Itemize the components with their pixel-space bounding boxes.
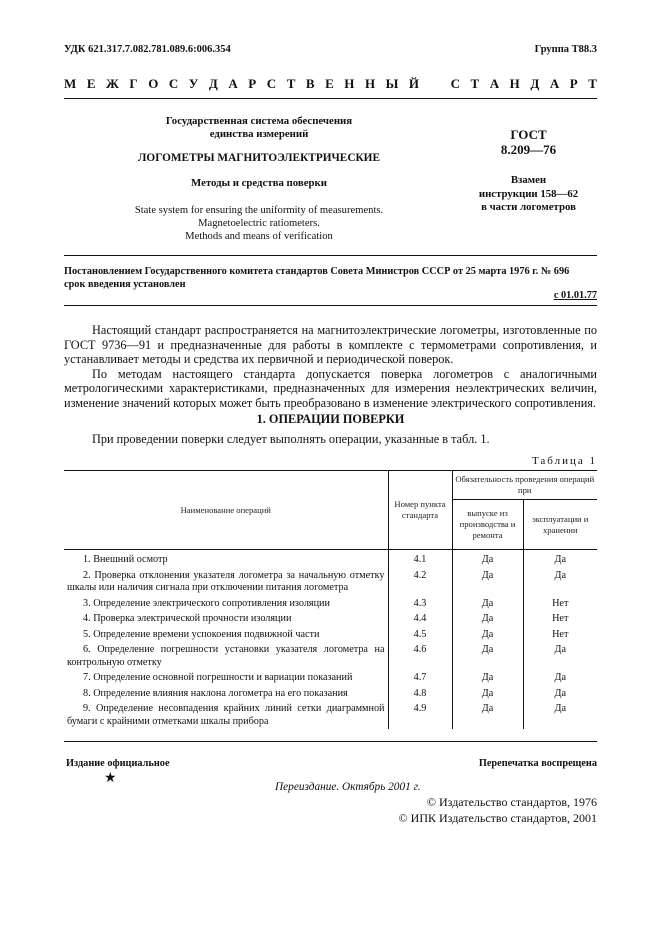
operation-cell: Да [523, 701, 597, 729]
release-cell: Да [452, 642, 523, 670]
operation-cell: Да [523, 686, 597, 702]
replaces-line-2: инструкции 158—62 [478, 187, 579, 200]
intro-paragraph-1: Настоящий стандарт распространяется на магнитоэлектрические логометры, изготовленные по ГОСТ 9736—91 и предназначенные для работы в комплекте с термометрами сопротивления, и устанавливает методы и средства их первичной и периодической поверок. [64, 323, 597, 366]
clause-number-cell: 4.8 [388, 686, 452, 702]
operation-name-cell: 9. Определение несовпадения крайних линий сетки диаграммной бумаги с крайними отметками шкалы прибора [67, 703, 385, 727]
banner-letter: Ж [106, 76, 119, 91]
banner-letter: Е [325, 76, 334, 91]
gost-designation [460, 127, 597, 157]
english-line-3: Methods and means of verification [185, 231, 333, 242]
release-cell: Да [452, 550, 523, 568]
banner-letter: Н [364, 76, 376, 91]
table-row [64, 611, 597, 627]
header-release-repair: выпуске из производства и ремонта [452, 500, 523, 550]
english-line-1: State system for ensuring the uniformity of measurements. [134, 205, 384, 216]
release-cell: Да [452, 611, 523, 627]
table-caption: Таблица 1 [531, 455, 597, 467]
banner-letter: Г [129, 76, 138, 91]
reprint-prohibited: Перепечатка воспрещена [478, 758, 597, 769]
banner-letter: Д [208, 76, 218, 91]
standard-kind-banner [64, 76, 597, 92]
system-name [64, 115, 454, 141]
group-code: Группа Т88.3 [534, 44, 597, 55]
operation-cell: Нет [523, 611, 597, 627]
release-cell: Да [452, 701, 523, 729]
clause-number-cell: 4.4 [388, 611, 452, 627]
banner-letter: Д [530, 76, 540, 91]
table-bottom-rule [64, 741, 597, 742]
table-row [64, 670, 597, 686]
section-heading: 1. ОПЕРАЦИИ ПОВЕРКИ [256, 412, 405, 426]
copyright-block [399, 795, 597, 826]
header-mandatory-group: Обязательность проведения операций при [452, 471, 597, 500]
decree-divider [64, 305, 597, 306]
clause-number-cell: 4.6 [388, 642, 452, 670]
clause-number-cell: 4.5 [388, 627, 452, 643]
official-edition: Издание официальное [66, 758, 170, 769]
copyright-2001: © ИПК Издательство стандартов, 2001 [398, 810, 597, 825]
banner-letter: Н [509, 76, 520, 91]
header-divider [64, 98, 597, 99]
clause-number-cell: 4.7 [388, 670, 452, 686]
table-row [64, 596, 597, 612]
english-title [64, 204, 454, 243]
release-cell: Да [452, 568, 523, 596]
gost-label: ГОСТ [510, 127, 547, 142]
header-operation-name: Наименование операций [64, 471, 388, 550]
release-cell: Да [452, 686, 523, 702]
table-row [64, 627, 597, 643]
system-line-1: Государственная система обеспечения [165, 115, 353, 127]
star-mark: ★ [104, 771, 117, 786]
effective-date: с 01.01.77 [553, 290, 597, 301]
table-row [64, 701, 597, 729]
operation-cell: Нет [523, 596, 597, 612]
operation-name-cell: 5. Определение времени успокоения подвижной части [83, 628, 320, 640]
banner-letter: С [450, 76, 461, 91]
intro-section [64, 323, 597, 410]
release-cell: Да [452, 596, 523, 612]
operation-name-cell: 3. Определение электрического сопротивления изоляции [83, 597, 330, 609]
banner-letter: М [64, 76, 77, 91]
banner-letter: Ы [385, 76, 399, 91]
banner-letter: А [228, 76, 238, 91]
operation-cell: Да [523, 642, 597, 670]
section-text: При проведении поверки следует выполнять операции, указанные в табл. 1. [92, 432, 490, 446]
document-subtitle: Методы и средства поверки [191, 177, 327, 189]
udk-code: УДК 621.317.7.082.781.089.6:006.354 [64, 44, 231, 55]
banner-letter: С [168, 76, 179, 91]
system-line-2: единства измерений [209, 128, 309, 140]
clause-number-cell: 4.2 [388, 568, 452, 596]
table-row [64, 550, 597, 568]
decree-line-1: Постановлением Государственного комитета стандартов Совета Министров СССР от 25 марта 1976 г. № 696 [64, 266, 570, 277]
operation-name-cell: 1. Внешний осмотр [83, 554, 168, 565]
release-cell: Да [452, 670, 523, 686]
table-row [64, 686, 597, 702]
operation-name-cell: 2. Проверка отклонения указателя логометра за начальную отметку шкалы или наличия сигнала при отключении питания логометра [67, 569, 385, 593]
banner-letter: Й [408, 76, 420, 91]
intro-paragraph-2: По методам настоящего стандарта допускается поверка логометров с аналогичными метрологическими характеристиками, предназначенных для измерения неэлектрических величин, изменение значений которых может быть преобразовано в изменение электрического сопротивления. [64, 366, 597, 410]
banner-letter: Р [248, 76, 257, 91]
operation-cell: Да [523, 550, 597, 568]
operation-cell: Нет [523, 627, 597, 643]
operation-name-cell: 4. Проверка электрической прочности изоляции [83, 613, 292, 624]
release-cell: Да [452, 627, 523, 643]
copyright-1976: © Издательство стандартов, 1976 [426, 795, 597, 809]
title-divider [64, 255, 597, 256]
banner-letter: В [305, 76, 315, 91]
header-clause-number: Номер пункта стандарта [388, 471, 452, 550]
banner-letter: Т [286, 76, 296, 91]
banner-letter: О [148, 76, 159, 91]
table-body [64, 550, 597, 730]
clause-number-cell: 4.3 [388, 596, 452, 612]
reissue-note: Переиздание. Октябрь 2001 г. [275, 781, 421, 793]
operation-name-cell: 8. Определение влияния наклона логометра на его показания [83, 687, 348, 699]
replaces-line-1: Взамен [510, 174, 547, 186]
banner-letter: Т [588, 76, 597, 91]
clause-number-cell: 4.1 [388, 550, 452, 568]
banner-letter: Т [470, 76, 480, 91]
operations-table [64, 470, 597, 729]
operation-cell: Да [523, 568, 597, 596]
replaces-note [455, 174, 602, 215]
banner-letter: А [489, 76, 500, 91]
banner-letter: Е [86, 76, 96, 91]
operation-name-cell: 6. Определение погрешности установки указателя логометра на контрольную отметку [67, 644, 385, 668]
decree-line-2: срок введения установлен [64, 279, 186, 290]
banner-letter: У [188, 76, 199, 91]
table-row [64, 568, 597, 596]
operation-cell: Да [523, 670, 597, 686]
gost-number: 8.209—76 [500, 142, 557, 157]
banner-letter: А [549, 76, 560, 91]
english-line-2: Magnetoelectric ratiometers. [198, 218, 320, 229]
operation-name-cell: 7. Определение основной погрешности и вариации показаний [83, 672, 353, 683]
banner-letter: Н [344, 76, 355, 91]
replaces-line-3: в части логометров [481, 201, 576, 213]
banner-letter: С [266, 76, 277, 91]
clause-number-cell: 4.9 [388, 701, 452, 729]
banner-letter: Р [569, 76, 578, 91]
header-operation-storage: эксплуатации и хранении [523, 500, 597, 550]
table-row [64, 642, 597, 670]
document-title: ЛОГОМЕТРЫ МАГНИТОЭЛЕКТРИЧЕСКИЕ [137, 152, 381, 164]
